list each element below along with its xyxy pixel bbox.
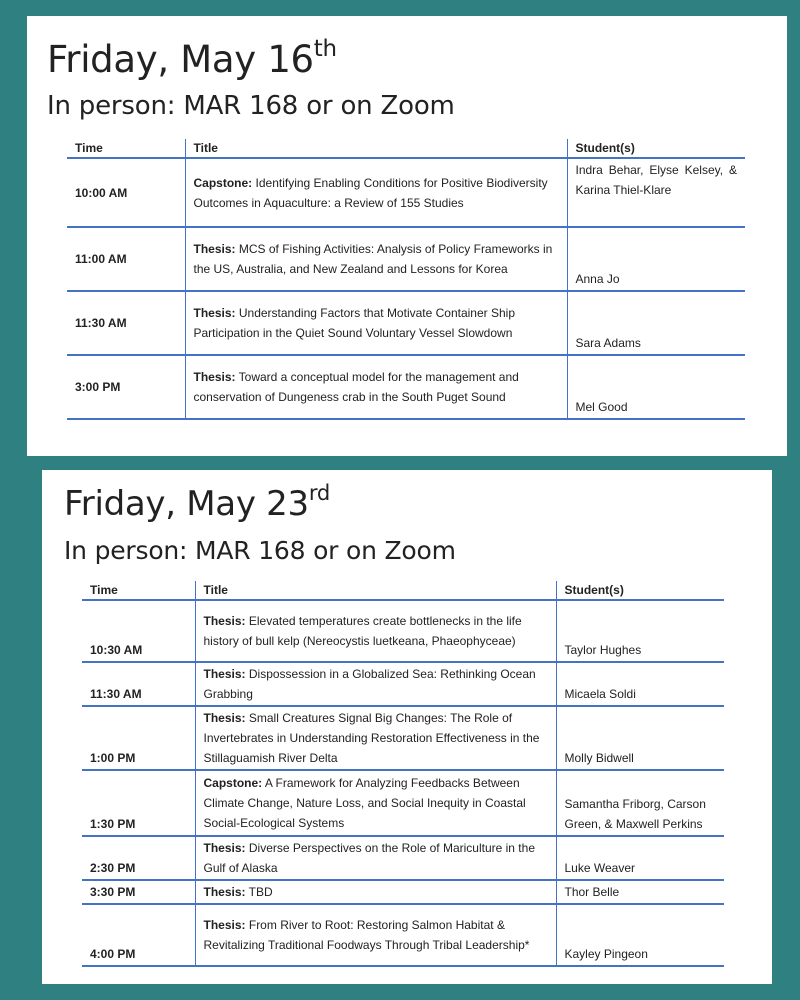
table-header-row: [82, 581, 724, 600]
table-row: [67, 158, 745, 227]
presentation-type: Thesis:: [203, 711, 246, 725]
presentation-type: Thesis:: [203, 667, 246, 681]
row-students: Kayley Pingeon: [556, 904, 724, 966]
presentation-type: Capstone:: [193, 175, 253, 190]
row-time: 11:00 AM: [67, 227, 185, 291]
header-time: Time: [67, 139, 185, 158]
row-students: Micaela Soldi: [556, 662, 724, 706]
row-title: [195, 880, 556, 904]
row-students: Taylor Hughes: [556, 600, 724, 662]
presentation-title: Dispossession in a Globalized Sea: Rethinking Ocean Grabbing: [203, 667, 536, 701]
schedule-card-may-16: [27, 16, 787, 456]
presentation-type: Thesis:: [193, 242, 236, 256]
schedule-card-may-23: [42, 470, 772, 984]
row-time: 4:00 PM: [82, 904, 195, 966]
header-students: Student(s): [556, 581, 724, 600]
table-row: [82, 904, 724, 966]
location-line: In person: MAR 168 or on Zoom: [64, 536, 456, 565]
row-students: Luke Weaver: [556, 836, 724, 880]
row-title: [195, 706, 556, 770]
row-title: [185, 158, 567, 227]
table-header-row: [67, 139, 745, 158]
row-time: 11:30 AM: [67, 291, 185, 355]
presentation-title: Understanding Factors that Motivate Container Ship Participation in the Quiet Sound Voluntary Vessel Slowdown: [193, 306, 516, 340]
row-time: 11:30 AM: [82, 662, 195, 706]
presentation-type: Thesis:: [193, 306, 236, 320]
schedule-table: [82, 581, 724, 967]
row-title: [185, 227, 567, 291]
header-title: Title: [195, 581, 556, 600]
row-time: 3:00 PM: [67, 355, 185, 419]
presentation-title: Small Creatures Signal Big Changes: The Role of Invertebrates in Understanding Restoration Effectiveness in the Stillaguamish River Delta: [203, 711, 540, 765]
row-time: 1:30 PM: [82, 770, 195, 836]
row-time: 10:30 AM: [82, 600, 195, 662]
header-time: Time: [82, 581, 195, 600]
row-time: 10:00 AM: [67, 158, 185, 227]
row-title: [195, 836, 556, 880]
row-title: [195, 904, 556, 966]
row-students: Molly Bidwell: [556, 706, 724, 770]
row-students: Samantha Friborg, Carson Green, & Maxwell Perkins: [556, 770, 724, 836]
row-title: [195, 600, 556, 662]
table-row: [82, 600, 724, 662]
presentation-title: From River to Root: Restoring Salmon Habitat & Revitalizing Traditional Foodways Through Tribal Leadership*: [203, 918, 530, 952]
row-title: [195, 662, 556, 706]
header-title: Title: [185, 139, 567, 158]
row-students: Sara Adams: [567, 291, 745, 355]
presentation-title: A Framework for Analyzing Feedbacks Between Climate Change, Nature Loss, and Social Inequity in Coastal Social-Ecological Systems: [203, 776, 526, 830]
row-title: [185, 291, 567, 355]
presentation-type: Thesis:: [193, 370, 236, 384]
schedule-table: [67, 139, 745, 420]
day-title: Friday, May 23rd: [64, 480, 330, 524]
presentation-title: MCS of Fishing Activities: Analysis of Policy Frameworks in the US, Australia, and New Zealand and Lessons for Korea: [193, 242, 553, 276]
table-row: [82, 662, 724, 706]
day-title: Friday, May 16th: [47, 35, 337, 81]
row-students: Thor Belle: [556, 880, 724, 904]
row-students: Mel Good: [567, 355, 745, 419]
day-ordinal-suffix: rd: [308, 480, 330, 506]
presentation-type: Thesis:: [203, 885, 246, 899]
row-students: Anna Jo: [567, 227, 745, 291]
row-title: [195, 770, 556, 836]
row-title: [185, 355, 567, 419]
table-row: [82, 880, 724, 904]
table-row: [67, 291, 745, 355]
table-row: [82, 770, 724, 836]
row-time: 1:00 PM: [82, 706, 195, 770]
presentation-title: Elevated temperatures create bottlenecks in the life history of bull kelp (Nereocystis luetkeana, Phaeophyceae): [203, 614, 522, 648]
presentation-type: Thesis:: [203, 841, 246, 855]
presentation-title: Toward a conceptual model for the management and conservation of Dungeness crab in the South Puget Sound: [193, 370, 519, 404]
header-students: Student(s): [567, 139, 745, 158]
day-ordinal-suffix: th: [313, 35, 337, 62]
row-students: [567, 158, 745, 227]
table-row: [67, 355, 745, 419]
presentation-type: Capstone:: [203, 776, 263, 790]
table-row: [82, 706, 724, 770]
table-row: [82, 836, 724, 880]
location-line: In person: MAR 168 or on Zoom: [47, 91, 455, 121]
presentation-type: Thesis:: [203, 918, 246, 932]
presentation-title: Diverse Perspectives on the Role of Mariculture in the Gulf of Alaska: [203, 841, 535, 875]
row-time: 2:30 PM: [82, 836, 195, 880]
student-names: Indra Behar, Elyse Kelsey, & Karina Thiel-Klare: [575, 163, 737, 197]
row-time: 3:30 PM: [82, 880, 195, 904]
presentation-title: TBD: [248, 885, 273, 899]
table-row: [67, 227, 745, 291]
presentation-type: Thesis:: [203, 614, 246, 628]
presentation-title: Identifying Enabling Conditions for Positive Biodiversity Outcomes in Aquaculture: a Review of 155 Studies: [193, 175, 548, 210]
